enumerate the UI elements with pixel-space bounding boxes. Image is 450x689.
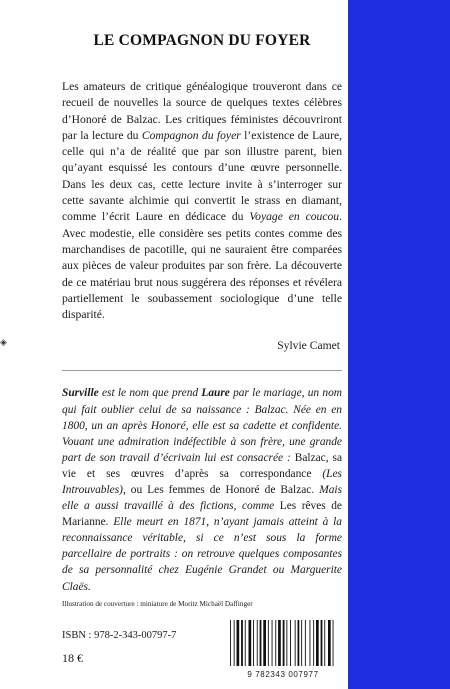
barcode-bar — [313, 620, 314, 666]
intro-text-2: l’existence de Laure, celle qui n’a de réalité que par son illustre parent, bien qu’ayant esquissé les contours d’une œuvre personnelle. Dans les deux cas, cette lecture invite à s’interroger sur cette savante alchimie qui convertit le strass en diamant, comme l’écrit Laure en dédicace du — [62, 128, 342, 224]
divider — [62, 370, 342, 371]
barcode-bar — [286, 620, 287, 666]
book-title: LE COMPAGNON DU FOYER — [93, 32, 311, 49]
isbn-text: ISBN : 978-2-343-00797-7 — [62, 630, 177, 641]
barcode-bar — [260, 620, 262, 666]
barcode-bar — [268, 620, 269, 666]
bio-text-5: Elle meurt en 1871, n’ayant jamais atteint à la reconnaissance véritable, si ce n’est sous la forme parcellaire de portraits : on retrouve quelques composantes de sa personnalité chez Eugénie Grandet ou Marguerite Claës. — [62, 516, 342, 593]
author-bio — [62, 385, 342, 594]
bio-upright-2: , ou Les femmes de Honoré de Balzac. — [122, 484, 315, 497]
barcode-bar — [272, 620, 273, 666]
bio-text-1: est le nom que prend — [98, 387, 202, 400]
blue-side-band — [348, 0, 450, 689]
barcode-bar — [237, 620, 240, 666]
barcode-bar — [316, 620, 319, 666]
barcode-bar — [283, 620, 285, 666]
intro-title-ref-2: Voyage en coucou — [249, 210, 340, 224]
barcode-bar — [301, 620, 302, 666]
price-text: 18 € — [62, 651, 83, 665]
signature: Sylvie Camet — [277, 339, 340, 353]
barcode-bar — [333, 620, 334, 666]
barcode-bar — [321, 620, 323, 666]
bio-text-2: par le mariage, un nom qui fait oublier celui de sa naissance : Balzac. Née en en 1800, un an après Honoré, elle est sa cadette et confidente. Vouant une admiration indéfectible à son frère, une grande part de son travail d’écrivain lui est consacrée : — [62, 387, 342, 464]
intro-paragraph — [62, 79, 342, 323]
barcode-bar — [275, 620, 276, 666]
barcode-bar — [241, 620, 243, 666]
barcode-bar — [310, 620, 311, 666]
bio-text-4: Mais elle a aussi travaillé à des fictions, comme — [62, 484, 343, 513]
intro-text-3: . Avec modestie, elle considère ses petits contes comme des marchandises de pacotille, qui ne sauraient être comparées aux pièces de valeur produites par son frère. La découverte de ce matériau brut nous suggérera des réponses et révélera partiellement le soubassement sociologique d’une telle disparité. — [62, 210, 342, 322]
barcode-bar — [263, 620, 266, 666]
barcode-bar — [290, 620, 291, 666]
barcode-bar — [249, 620, 252, 666]
barcode-digits: 9 782343 007977 — [247, 670, 319, 679]
bio-upright-3: Les rêves de Marianne. — [62, 500, 342, 529]
cover-text-block — [62, 30, 342, 595]
barcode-bar — [295, 620, 296, 666]
intro-title-ref: Compagnon du foyer — [141, 128, 241, 142]
bio-name-surville: Surville — [62, 387, 99, 400]
barcode-bar — [298, 620, 300, 666]
barcode-bar — [245, 620, 246, 666]
barcode-bar — [253, 620, 254, 666]
bio-upright-1: Balzac, sa vie et ses œuvres d’après sa correspondance — [62, 451, 342, 480]
intro-text-1: Les amateurs de critique généalogique trouveront dans ce recueil de nouvelles la source de quelques textes célèbres d’Honoré de Balzac. Les critiques féministes découvriront par la lecture du — [62, 80, 342, 142]
cover-illustration-credit: Illustration de couverture : miniature de Moritz Michaël Daffinger — [62, 600, 253, 608]
isbn-barcode — [224, 618, 342, 678]
barcode-bar — [257, 620, 258, 666]
bio-text-3: (Les Introuvables) — [62, 467, 342, 497]
margin-mark-icon: ◈ — [0, 338, 7, 348]
barcode-bar — [324, 620, 325, 666]
barcode-bar — [230, 620, 231, 666]
barcode-bar — [328, 620, 331, 666]
bio-name-laure: Laure — [201, 387, 230, 400]
barcode-bars-icon — [224, 618, 342, 668]
barcode-bar — [234, 620, 235, 666]
barcode-bar — [278, 620, 281, 666]
barcode-bar — [305, 620, 306, 666]
